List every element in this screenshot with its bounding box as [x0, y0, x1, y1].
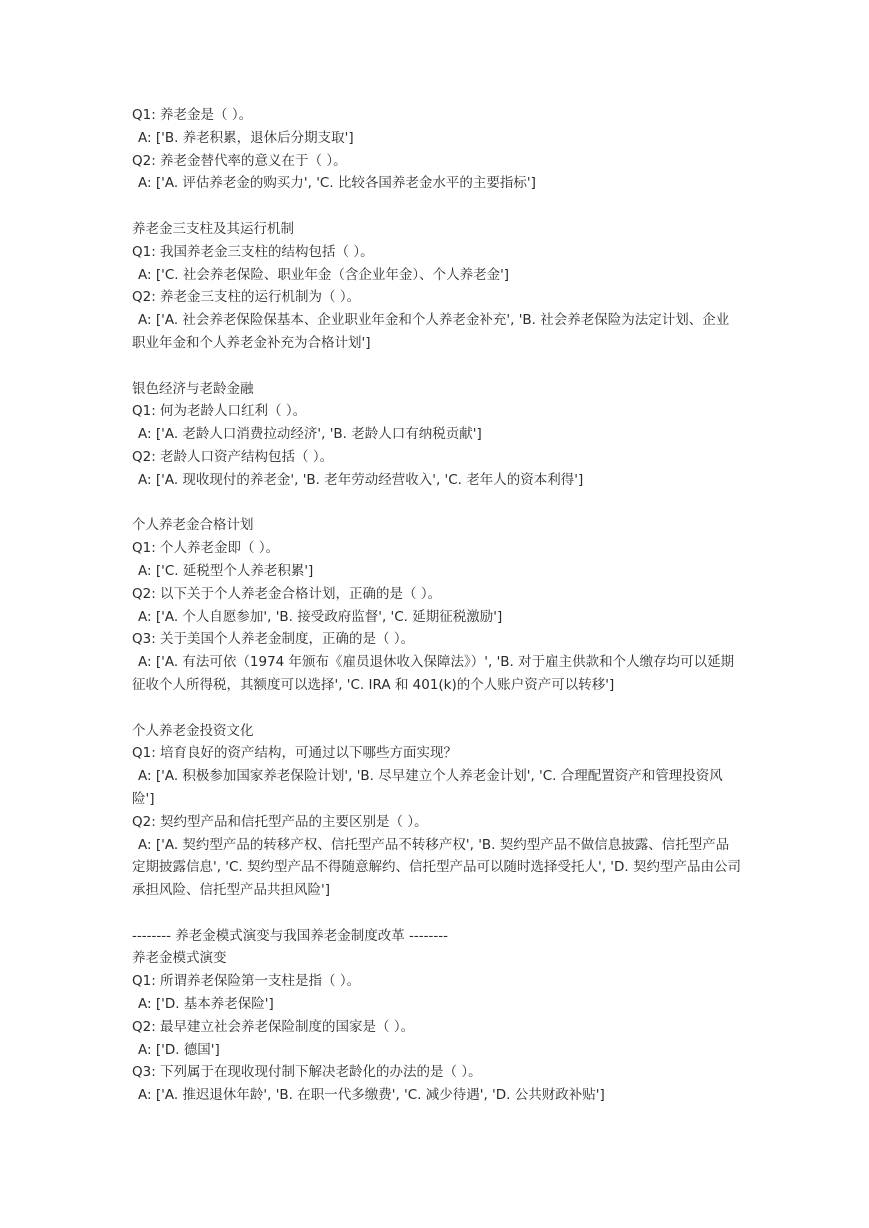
section: [132, 947, 742, 1107]
question: Q3: 关于美国个人养老金制度，正确的是（ ）。: [132, 631, 415, 648]
section: [132, 378, 742, 492]
answer: A: ['A. 契约型产品的转移产权、信托型产品不转移产权', 'B. 契约型产品不做信息披露、信托型产品定期披露信息', 'C. 契约型产品不得随意解约、信托型产品可以随时选择受托人', 'D. 契约型产品由公司承担风险、信托型产品共担风险']: [132, 836, 741, 899]
answer: A: ['A. 个人自愿参加', 'B. 接受政府监督', 'C. 延期征税激励']: [138, 608, 503, 625]
question: Q1: 何为老龄人口红利（ ）。: [132, 403, 307, 420]
section: [132, 218, 742, 355]
section-title: 银色经济与老龄金融: [132, 380, 254, 397]
section-title: 个人养老金投资文化: [132, 722, 254, 739]
question: Q2: 养老金替代率的意义在于（ ）。: [132, 152, 347, 169]
section-title: 个人养老金合格计划: [132, 517, 254, 534]
question: Q1: 个人养老金即（ ）。: [132, 540, 280, 557]
question: Q2: 契约型产品和信托型产品的主要区别是（ ）。: [132, 813, 428, 830]
question: Q2: 养老金三支柱的运行机制为（ ）。: [132, 289, 361, 306]
question: Q3: 下列属于在现收现付制下解决老龄化的办法的是（ ）。: [132, 1064, 482, 1081]
answer: A: ['A. 社会养老保险保基本、企业职业年金和个人养老金补充', 'B. 社会养老保险为法定计划、企业职业年金和个人养老金补充为合格计划']: [132, 312, 730, 351]
section: [132, 514, 742, 696]
document-page: [132, 104, 742, 1107]
answer: A: ['C. 延税型个人养老积累']: [138, 562, 314, 579]
question: Q2: 以下关于个人养老金合格计划，正确的是（ ）。: [132, 585, 442, 602]
answer: A: ['A. 评估养老金的购买力', 'C. 比较各国养老金水平的主要指标']: [138, 175, 536, 192]
section: [132, 720, 742, 902]
answer: A: ['B. 养老积累，退休后分期支取']: [138, 129, 354, 146]
question: Q2: 最早建立社会养老保险制度的国家是（ ）。: [132, 1018, 415, 1035]
section-title: 养老金三支柱及其运行机制: [132, 220, 294, 237]
answer: A: ['C. 社会养老保险、职业年金（含企业年金）、个人养老金']: [138, 266, 510, 283]
answer: A: ['A. 积极参加国家养老保险计划', 'B. 尽早建立个人养老金计划', 'C. 合理配置资产和管理投资风险']: [132, 768, 723, 807]
answer: A: ['A. 老龄人口消费拉动经济', 'B. 老龄人口有纳税贡献']: [138, 426, 482, 443]
question: Q1: 所谓养老保险第一支柱是指（ ）。: [132, 973, 361, 990]
section-title: 养老金模式演变: [132, 950, 227, 967]
answer: A: ['D. 德国']: [138, 1041, 220, 1058]
question: Q2: 老龄人口资产结构包括（ ）。: [132, 448, 334, 465]
question: Q1: 我国养老金三支柱的结构包括（ ）。: [132, 243, 374, 260]
chapter-divider: -------- 养老金模式演变与我国养老金制度改革 --------: [132, 927, 449, 944]
answer: A: ['D. 基本养老保险']: [138, 996, 274, 1013]
intro-block: [132, 104, 742, 195]
answer: A: ['A. 现收现付的养老金', 'B. 老年劳动经营收入', 'C. 老年人的资本利得']: [138, 471, 584, 488]
question: Q1: 培育良好的资产结构，可通过以下哪些方面实现？: [132, 745, 458, 762]
answer: A: ['A. 推迟退休年龄', 'B. 在职一代多缴费', 'C. 减少待遇', 'D. 公共财政补贴']: [138, 1087, 605, 1104]
question: Q1: 养老金是（ ）。: [132, 107, 253, 123]
answer: A: ['A. 有法可依（1974 年颁布《雇员退休收入保障法》）', 'B. 对于雇主供款和个人缴存均可以延期征收个人所得税，其额度可以选择', 'C. IRA 和 401(k)的个人账户资产可以转移']: [132, 654, 735, 693]
